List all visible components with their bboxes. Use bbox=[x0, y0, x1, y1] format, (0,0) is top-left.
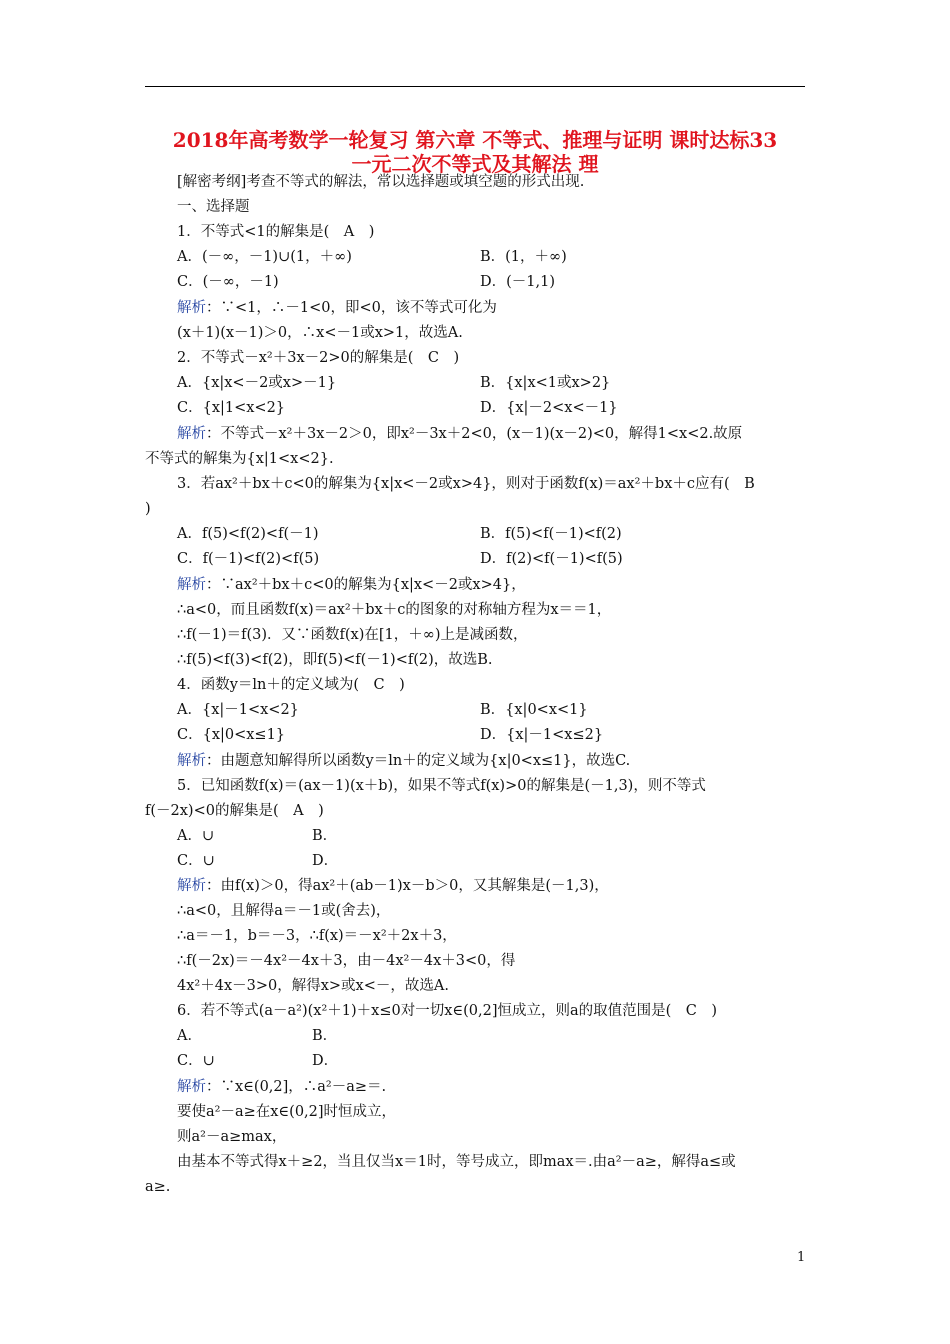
section-heading: 一、选择题 bbox=[177, 199, 250, 215]
solution-label: 解析 bbox=[177, 426, 206, 442]
q6-solution: 解析：∵x∈(0,2]，∴a²－a≥＝. bbox=[177, 1079, 387, 1095]
q1-option-d: D．(－1,1) bbox=[480, 274, 555, 290]
q6-option-a: A． bbox=[177, 1028, 202, 1044]
question-6: 6．若不等式(a－a²)(x²＋1)＋x≤0对一切x∈(0,2]恒成立，则a的取值范围是( C ) bbox=[177, 1003, 718, 1019]
question-5-cont: f(－2x)<0的解集是( A ) bbox=[145, 803, 324, 819]
question-5: 5．已知函数f(x)＝(ax－1)(x＋b)，如果不等式f(x)>0的解集是(－1,3)，则不等式 bbox=[177, 778, 706, 794]
q1-option-a: A．(－∞，－1)∪(1，＋∞) bbox=[177, 249, 352, 265]
doc-title-line-1: 2018年高考数学一轮复习 第六章 不等式、推理与证明 课时达标33 bbox=[172, 128, 778, 152]
q1-option-c: C．(－∞，－1) bbox=[177, 274, 279, 290]
q5-option-c: C．∪ bbox=[177, 853, 215, 869]
q4-option-d: D．{x|－1<x≤2} bbox=[480, 727, 604, 743]
page-number: 1 bbox=[797, 1250, 806, 1265]
q2-option-c: C．{x|1<x<2} bbox=[177, 400, 286, 416]
q3-solution-cont-1: ∴a<0，而且函数f(x)＝ax²＋bx＋c的图象的对称轴方程为x＝＝1， bbox=[177, 602, 612, 618]
q3-solution: 解析：∵ax²＋bx＋c<0的解集为{x|x<－2或x>4}， bbox=[177, 577, 526, 593]
q4-option-b: B．{x|0<x<1} bbox=[480, 702, 588, 718]
q3-option-a: A．f(5)<f(2)<f(－1) bbox=[177, 526, 319, 542]
q5-solution-cont-2: ∴a＝－1，b＝－3，∴f(x)＝－x²＋2x＋3， bbox=[177, 928, 457, 944]
doc-title-line-2: 一元二次不等式及其解法 理 bbox=[351, 152, 599, 176]
q1-solution-cont: (x＋1)(x－1)＞0，∴x<－1或x>1，故选A. bbox=[177, 325, 463, 341]
q5-option-b: B． bbox=[312, 828, 338, 844]
q6-option-d: D． bbox=[312, 1053, 339, 1069]
q3-option-d: D．f(2)<f(－1)<f(5) bbox=[480, 551, 623, 567]
q5-solution-cont-4: 4x²＋4x－3>0，解得x>或x<－，故选A. bbox=[177, 978, 449, 994]
question-2: 2．不等式－x²＋3x－2>0的解集是( C ) bbox=[177, 350, 460, 366]
q2-solution-cont: 不等式的解集为{x|1<x<2}. bbox=[145, 451, 334, 467]
question-3: 3．若ax²＋bx＋c<0的解集为{x|x<－2或x>4}，则对于函数f(x)＝ax²＋bx＋c应有( B bbox=[177, 476, 755, 492]
q4-option-a: A．{x|－1<x<2} bbox=[177, 702, 299, 718]
q6-solution-cont-1: 要使a²－a≥在x∈(0,2]时恒成立， bbox=[177, 1104, 397, 1120]
q5-solution-cont-3: ∴f(－2x)＝－4x²－4x＋3，由－4x²－4x＋3<0，得 bbox=[177, 953, 516, 969]
q3-solution-cont-2: ∴f(－1)＝f(3)．又∵函数f(x)在[1，＋∞)上是减函数， bbox=[177, 627, 528, 643]
question-4: 4．函数y＝ln＋的定义域为( C ) bbox=[177, 677, 405, 693]
solution-label: 解析 bbox=[177, 753, 206, 769]
q6-solution-cont-3: 由基本不等式得x＋≥2，当且仅当x＝1时，等号成立，即max＝.由a²－a≥，解得a≤或 bbox=[177, 1154, 736, 1170]
q4-solution: 解析：由题意知解得所以函数y＝ln＋的定义域为{x|0<x≤1}，故选C. bbox=[177, 753, 631, 769]
q6-option-b: B． bbox=[312, 1028, 338, 1044]
q6-option-c: C．∪ bbox=[177, 1053, 215, 1069]
q5-option-a: A．∪ bbox=[177, 828, 215, 844]
q2-option-a: A．{x|x<－2或x>－1} bbox=[177, 375, 337, 391]
question-1: 1．不等式<1的解集是( A ) bbox=[177, 224, 375, 240]
solution-label: 解析 bbox=[177, 577, 206, 593]
q6-solution-cont-2: 则a²－a≥max， bbox=[177, 1129, 287, 1145]
question-3-cont: ) bbox=[145, 501, 151, 517]
q5-solution-cont-1: ∴a<0，且解得a＝－1或(舍去)， bbox=[177, 903, 391, 919]
header-rule bbox=[145, 86, 805, 87]
q6-solution-cont-4: a≥. bbox=[145, 1179, 171, 1195]
q2-solution: 解析：不等式－x²＋3x－2＞0，即x²－3x＋2<0，(x－1)(x－2)<0，解得1<x<2.故原 bbox=[177, 426, 743, 442]
q1-solution: 解析：∵<1，∴－1<0，即<0，该不等式可化为 bbox=[177, 300, 497, 316]
q2-option-d: D．{x|－2<x<－1} bbox=[480, 400, 618, 416]
q4-option-c: C．{x|0<x≤1} bbox=[177, 727, 286, 743]
solution-label: 解析 bbox=[177, 300, 206, 316]
exam-outline: [解密考纲]考查不等式的解法，常以选择题或填空题的形式出现. bbox=[177, 174, 585, 190]
q2-option-b: B．{x|x<1或x>2} bbox=[480, 375, 611, 391]
q5-solution: 解析：由f(x)＞0，得ax²＋(ab－1)x－b＞0，又其解集是(－1,3)， bbox=[177, 878, 609, 894]
solution-label: 解析 bbox=[177, 878, 206, 894]
q1-option-b: B．(1，＋∞) bbox=[480, 249, 567, 265]
q3-solution-cont-3: ∴f(5)<f(3)<f(2)，即f(5)<f(－1)<f(2)，故选B. bbox=[177, 652, 493, 668]
q5-option-d: D． bbox=[312, 853, 339, 869]
q3-option-b: B．f(5)<f(－1)<f(2) bbox=[480, 526, 622, 542]
solution-label: 解析 bbox=[177, 1079, 206, 1095]
q3-option-c: C．f(－1)<f(2)<f(5) bbox=[177, 551, 320, 567]
